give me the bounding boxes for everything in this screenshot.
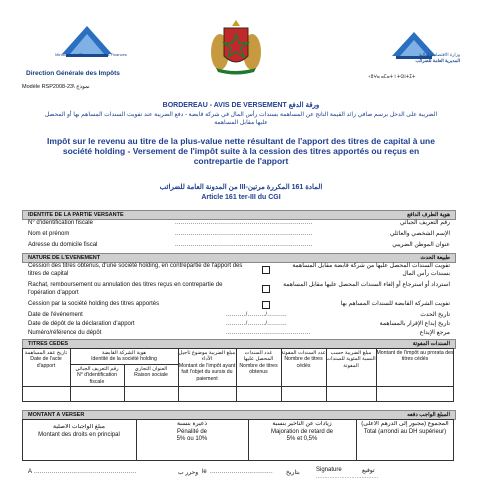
col-deferred-tax-header: مبلغ الضريبة موضوع تأجيل الأداء Montant de l'impôt ayant fait l'objet du sursis du paiement	[178, 350, 236, 382]
fiscal-id-label-ar: رقم التعريف الجبائي	[399, 220, 450, 226]
signature-label: Signature	[316, 467, 342, 473]
dgi-name-fr: Direction Générale des Impôts	[26, 70, 120, 77]
section-montant-header: MONTANT A VERSER المبلغ الواجب دفعه	[22, 410, 456, 420]
event-option-3-label-ar: تفويت الشركة القابضة للسندات المساهم بها	[340, 301, 450, 307]
event-option-3-checkbox[interactable]	[262, 301, 270, 309]
form-title: BORDEREAU - AVIS DE VERSEMENT ورقة الدفع	[162, 102, 320, 109]
col-holding-name-header: العنوان التجاري Raison sociale	[134, 366, 168, 379]
tifinagh-text: +ⵓⵖⴰ ⴰⵎⴰⵜ ⵏ ⵜⵙⵏⵜⵉⵜ	[368, 74, 416, 79]
ministry-name-fr: Ministère de l'Économie et des Finances	[55, 52, 127, 57]
deposit-date-field[interactable]: ........../........./..........	[226, 321, 287, 327]
address-label-ar: عنوان الموطن الضريبي	[392, 242, 450, 248]
event-option-1-label: Cession des titres obtenus, d'une société holding, en contrepartie de l'apport des titres de capital	[28, 263, 243, 277]
deposit-ref-label: Numéro/référence du dépôt	[28, 330, 102, 336]
fiscal-id-label: N° d'identification fiscale	[28, 220, 93, 226]
event-option-1-checkbox[interactable]	[262, 266, 270, 274]
coat-of-arms-emblem	[206, 18, 266, 76]
title-arabic: الضريبة على الدخل برسم صافي زائد القيمة الناتج عن المساهمة بسندات رأس المال في شركة قابضة - دفع الضريبة عند تفويت السندات المساهم بها أو المحصل عليها مقابل المساهمة	[44, 112, 438, 126]
deposit-ref-field[interactable]: ...........................................	[226, 330, 311, 336]
col-holding-identity-header: هوية الشركة القابضة Identité de la société holding	[91, 350, 157, 363]
col-titles-sold-header: عدد السندات المفوتة Nombre de titres cédés	[281, 350, 326, 369]
article-arabic: المادة 161 المكررة مرتين-III من المدونة العامة للضرائب	[159, 184, 323, 191]
date-field[interactable]: ................................	[210, 469, 273, 475]
section-event-header: NATURE DE L'EVENEMENT طبيعة الحدث	[22, 253, 456, 263]
section-titres-header: TITRES CEDES السندات المفوتة	[22, 339, 456, 349]
date-label-ar: بتاريخ	[286, 470, 300, 476]
deposit-ref-label-ar: مرجع الإيداع	[419, 330, 450, 336]
event-option-3-label: Cession par la société holding des titres apportés	[28, 301, 160, 307]
col-titles-obtained-header: عدد السندات المحصل عليها Nombre de titres obtenus	[239, 350, 278, 376]
form-model-number: Modèle RSP2008-23\ نموذج	[22, 84, 90, 90]
col-prorata-tax-header-ar: مبلغ الضريبة حسب النسبة المئوية للسندات المفوتة	[326, 350, 376, 369]
ministry-name-ar: وزارة الاقتصاد والمالية المديرية العامة للضرائب	[415, 52, 460, 63]
fiscal-id-field[interactable]: ......................................................................	[175, 220, 313, 226]
col-prorata-tax-header: Montant de l'impôt au prorata des titres cédés	[376, 350, 454, 363]
title-french: Impôt sur le revenu au titre de la plus-value nette résultant de l'apport des titres de capital à une société holding - Versement de l'impôt suite à la cession des titres apportés ou reçus en contrepartie de l'apport	[47, 136, 435, 166]
section-identity-header: IDENTITE DE LA PARTIE VERSANTE هوية الطرف الدافع	[22, 210, 456, 220]
event-date-field[interactable]: ........../........./..........	[226, 312, 287, 318]
event-option-2-checkbox[interactable]	[262, 285, 270, 293]
late-fee-header: زيادات عن التأخير بنسبة Majoration de retard de 5% et 0,5%	[270, 421, 334, 442]
event-option-2-label-ar: استرداد أو استرجاع أو إلغاء السندات المحصل عليها مقابل المساهمة	[283, 282, 450, 288]
article-french: Article 161 ter-III du CGI	[201, 194, 281, 201]
place-field[interactable]: ....................................................	[34, 469, 137, 475]
name-label: Nom et prénom	[28, 231, 70, 237]
deposit-date-label-ar: تاريخ إيداع الإقرار بالمساهمة	[379, 321, 450, 327]
principal-amount-header: مبلغ الواجبات الأصلية Montant des droits en principal	[38, 424, 120, 438]
name-label-ar: الإسم الشخصي والعائلي	[389, 231, 450, 237]
signature-field[interactable]: .....................................	[316, 474, 379, 480]
address-label: Adresse du domicile fiscal	[28, 242, 98, 248]
signature-label-ar: توقيع	[362, 468, 375, 474]
name-field[interactable]: ......................................................................	[175, 231, 313, 237]
ministry-logo	[52, 18, 122, 64]
deposit-date-label: Date de dépôt de la déclaration d'apport	[28, 321, 135, 327]
place-label-ar: وحرر ب	[178, 470, 199, 476]
event-option-1-label-ar: تفويت السندات المحصل عليها من شركة قابضة مقابل المساهمة بسندات رأس المال	[292, 263, 450, 277]
place-label: A	[28, 469, 33, 475]
date-label: le	[202, 469, 207, 475]
event-date-label: Date de l'événement	[28, 312, 83, 318]
penalty-header: ذعيرة بنسبة Pénalité de 5% ou 10%	[176, 421, 208, 442]
event-date-label-ar: تاريخ الحدث	[420, 312, 450, 318]
total-header: المجموع (مجبور إلى الدرهم الأعلى) Total (arrondi au DH supérieur)	[361, 421, 449, 435]
col-holding-if-header: رقم التعريف الجبائي N° d'identification fiscale	[75, 366, 119, 385]
event-option-2-label: Rachat, remboursement ou annulation des titres reçus en contrepartie de l'opération d'apport	[28, 282, 223, 296]
address-field[interactable]: ......................................................................	[175, 242, 313, 248]
col-act-date-header: تاريخ عقد المساهمة Date de l'acte d'apport	[24, 350, 68, 369]
